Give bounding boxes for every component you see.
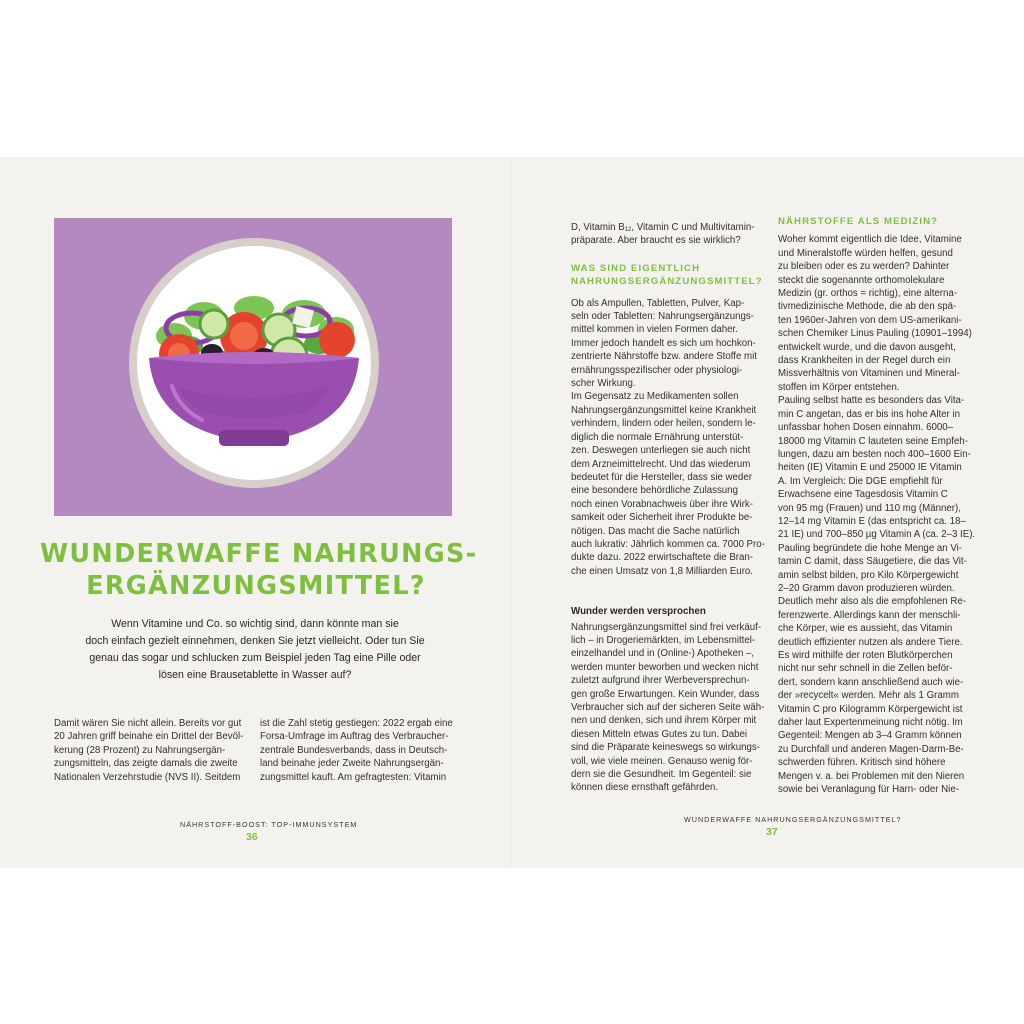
text-line: Forsa-Umfrage im Auftrag des Verbraucher- (260, 731, 449, 743)
text-line: mittel kommen in vielen Formen daher. (571, 324, 738, 336)
text-fragment: , Vitamin C und Multivitamin- (631, 222, 755, 233)
headline-line: WUNDERWAFFE NAHRUNGS- (40, 539, 478, 569)
left-body-column-1 (54, 717, 249, 784)
text-line: entwickelt wurde, und die davon ausgeht, (778, 341, 956, 353)
intro-line: lösen eine Brausetablette in Wasser auf? (158, 669, 352, 681)
text-line: ferenzwerte. Allerdings kann der menschli- (778, 609, 961, 621)
text-line: Mengen v. a. bei Problemen mit den Nieren (778, 770, 965, 782)
text-line: werden munter beworben und wecken nicht (571, 661, 759, 673)
left-page-number: 36 (246, 831, 258, 843)
text-line: 20 Jahren griff beinahe ein Drittel der Bevöl- (54, 731, 244, 743)
text-line: 18000 mg Vitamin C lauteten seine Empfeh- (778, 435, 968, 447)
text-line: Medizin (gr. orthos = richtig), eine alterna- (778, 288, 958, 300)
text-line: Woher kommt eigentlich die Idee, Vitamine (778, 234, 962, 246)
text-line: ist die Zahl stetig gestiegen: 2022 ergab eine (260, 718, 453, 729)
text-line: der »recycelt« werden. Mehr als 1 Gramm (778, 690, 959, 702)
section-heading-wunder: Wunder werden versprochen (571, 606, 706, 618)
text-line: dukte dazu. 2022 erwirtschaftete die Bran- (571, 552, 754, 564)
text-line: Gegenteil: Mengen ab 3–4 Gramm können (778, 730, 962, 742)
text-line: dern sie die Gesundheit. Im Gegenteil: sie (571, 769, 752, 781)
text-line: sind die Präparate keineswegs so wirkungs- (571, 742, 761, 754)
section-1-body (571, 297, 766, 579)
text-line: lich – in Drogeriemärkten, im Lebensmittel- (571, 634, 756, 646)
text-line: voll, wie viele meinen. Genauso wenig för- (571, 755, 753, 767)
text-line: scher Wirkung. (571, 378, 636, 390)
text-line: land beinahe jeder Zweite Nahrungsergän- (260, 758, 444, 770)
text-line: zungsmitteln, das zeigte damals die zweite (54, 758, 238, 770)
text-line: können diese ernsthaft gefährden. (571, 782, 719, 794)
section-heading-nahrungsergaenzungsmittel (571, 262, 766, 289)
text-line: tivmedizinische Methode, die ab den spä- (778, 301, 957, 313)
intro-line: genau das sogar und schlucken zum Beispiel jeden Tag eine Pille oder (89, 652, 421, 664)
right-column-2 (778, 215, 976, 796)
section-2-body (571, 621, 766, 795)
text-line: tamin C damit, dass Säugetiere, die das Vit- (778, 556, 967, 568)
text-line: Damit wären Sie nicht allein. Bereits vor gut (54, 718, 242, 729)
text-line: dem Arzneimittelrecht. Und das wiederum (571, 458, 751, 470)
text-line: dert, sondern kann anschließend auch wie- (778, 676, 964, 688)
text-line: dass Krankheiten in der Regel durch ein (778, 355, 951, 367)
text-line: Ob als Ampullen, Tabletten, Pulver, Kap- (571, 297, 745, 309)
heading-line: NAHRUNGSERGÄNZUNGSMITTEL? (571, 276, 763, 288)
text-line: zentrierte Nährstoffe bzw. andere Stoffe mit (571, 351, 757, 363)
text-line: steckt die sogenannte orthomolekulare (778, 274, 945, 286)
text-line: Verbraucher sich auf der sicheren Seite wäh- (571, 702, 765, 713)
text-line: eine besondere behördliche Zulassung (571, 485, 738, 497)
text-line: diesen Mitteln etwas Gutes zu tun. Dabei (571, 728, 748, 740)
headline-line: ERGÄNZUNGSMITTEL? (86, 571, 426, 601)
text-line: che Körper, wie es aussieht, das Vitamin (778, 623, 953, 635)
subscript: 12 (624, 227, 632, 233)
text-line: sowie bei Veranlagung für Harn- oder Nie- (778, 784, 959, 796)
right-column-1 (571, 221, 766, 795)
text-line: Vitamin C pro Kilogramm Körpergewicht ist (778, 703, 963, 715)
left-running-footer: NÄHRSTOFF-BOOST: TOP-IMMUNSYSTEM (180, 820, 358, 829)
intro-paragraph (70, 616, 440, 684)
text-line: amin selbst bilden, pro Kilo Körpergewicht (778, 569, 959, 581)
text-line: stoffen im Körper entstehen. (778, 381, 900, 393)
text-line: min C angetan, das er bis ins hohe Alter in (778, 408, 961, 420)
text-line: Nahrungsergänzungsmittel sind frei verkäuf- (571, 621, 762, 633)
text-line: lungen, dazu am besten noch 400–1600 Ein- (778, 448, 971, 460)
text-line: nötigen. Das macht die Sache natürlich (571, 525, 740, 537)
text-line: gen große Erwartungen. Kein Wunder, dass (571, 688, 760, 700)
text-line: zungsmittel kauft. Am gefragtesten: Vitamin (260, 771, 447, 783)
section-3-body (778, 233, 976, 796)
text-line: ten 1960er-Jahren von dem US-amerikani- (778, 314, 962, 326)
text-line: Pauling begründete die hohe Menge an Vi- (778, 542, 963, 554)
text-line: Nationalen Verzehrstudie (NVS II). Seitdem (54, 771, 241, 783)
text-line: auch lukrativ: Jährlich kommen ca. 7000 Pro- (571, 538, 765, 550)
text-line: Immer jedoch handelt es sich um hochkon- (571, 337, 756, 349)
text-line: nen und denken, sich und ihrem Körper mit (571, 715, 757, 727)
text-line: kerung (28 Prozent) zu Nahrungsergän- (54, 744, 226, 756)
book-spread (0, 157, 1024, 868)
salad-bowl-icon (54, 218, 452, 516)
text-fragment: D, Vitamin B (571, 222, 625, 233)
text-line: unfassbar hohen Dosen einnahm. 6000– (778, 422, 954, 434)
text-line: präparate. Aber braucht es sie wirklich? (571, 235, 741, 247)
text-line: daher laut Expertenmeinung nicht nötig. Im (778, 717, 963, 729)
text-line: noch einen Vorabnachweis über ihre Wirk- (571, 498, 754, 510)
text-line: 21 IE) und 700–850 µg Vitamin A (ca. 2–3 IE). (778, 529, 976, 541)
page-gutter (511, 157, 513, 868)
section-heading-naehrstoffe-medizin (778, 215, 973, 228)
text-line: heiten (IE) Vitamin E und 25000 IE Vitamin (778, 462, 962, 474)
right-page-number: 37 (766, 826, 778, 838)
text-line: Im Gegensatz zu Medikamenten sollen (571, 391, 739, 403)
text-line: zen. Deswegen unterliegen sie auch nicht (571, 445, 751, 457)
text-line: bedeutet für die Hersteller, dass sie weder (571, 471, 752, 483)
text-line: 12–14 mg Vitamin E (das entspricht ca. 18– (778, 515, 966, 527)
heading-line: NÄHRSTOFFE ALS MEDIZIN? (778, 216, 939, 227)
text-line: nicht nur sehr schnell in die Zellen beför- (778, 663, 953, 675)
left-body-column-2 (260, 717, 455, 784)
right-running-footer: WUNDERWAFFE NAHRUNGSERGÄNZUNGSMITTEL? (684, 815, 902, 824)
text-line: samkeit oder Sicherheit ihrer Produkte be- (571, 512, 753, 524)
text-line: schen Chemiker Linus Pauling (10901–1994) (778, 328, 972, 340)
text-line (571, 221, 766, 234)
intro-line: Wenn Vitamine und Co. so wichtig sind, dann könnte man sie (111, 618, 399, 630)
text-line: seln oder Tabletten: Nahrungsergänzungs- (571, 311, 754, 323)
text-line: zuletzt aufgrund ihrer Werbeversprechun- (571, 675, 750, 687)
text-line: Deutlich mehr also als die empfohlenen Re- (778, 596, 966, 608)
text-line: Es wird mithilfe der roten Blutkörperchen (778, 650, 953, 661)
text-line: 2–20 Gramm davon produzieren würden. (778, 582, 955, 594)
salad-bowl-illustration (54, 218, 452, 516)
text-line: che einen Umsatz von 1,8 Milliarden Euro. (571, 565, 754, 577)
text-line: Erwachsene eine Tagesdosis Vitamin C (778, 489, 948, 501)
text-line: zu bleiben oder es zu werden? Dahinter (778, 261, 950, 273)
text-line: Missverhältnis von Vitaminen und Mineral- (778, 368, 960, 380)
intro-line: doch einfach gezielt einnehmen, denken Sie jetzt vielleicht. Oder tun Sie (85, 635, 425, 647)
text-line: zentrale Bundesverbands, dass in Deutsch- (260, 744, 448, 756)
text-line: von 95 mg (Frauen) und 110 mg (Männer), (778, 502, 961, 514)
text-line: Nahrungsergänzungsmittel keine Krankheit (571, 404, 757, 416)
text-line: verhindern, lindern oder heilen, sondern le- (571, 418, 756, 430)
text-line: schwerden führen. Kritisch sind höhere (778, 757, 946, 769)
heading-line: WAS SIND EIGENTLICH (571, 262, 701, 274)
text-line: deutlich effizienter nutzen als andere Tiere. (778, 636, 963, 648)
text-line: diglich die normale Ernährung unterstüt- (571, 431, 744, 443)
text-line: einzelhandel und in (Online-) Apotheken –, (571, 648, 755, 660)
text-line: ernährungsspezifischer oder physiologi- (571, 364, 743, 376)
page-headline (40, 538, 478, 602)
text-line: und Mineralstoffe würden helfen, gesund (778, 247, 953, 259)
text-line: A. Im Vergleich: Die DGE empfiehlt für (778, 475, 943, 487)
text-line: zu Durchfall und anderen Magen-Darm-Be- (778, 743, 964, 755)
text-line: Pauling selbst hatte es besonders das Vita- (778, 395, 965, 407)
